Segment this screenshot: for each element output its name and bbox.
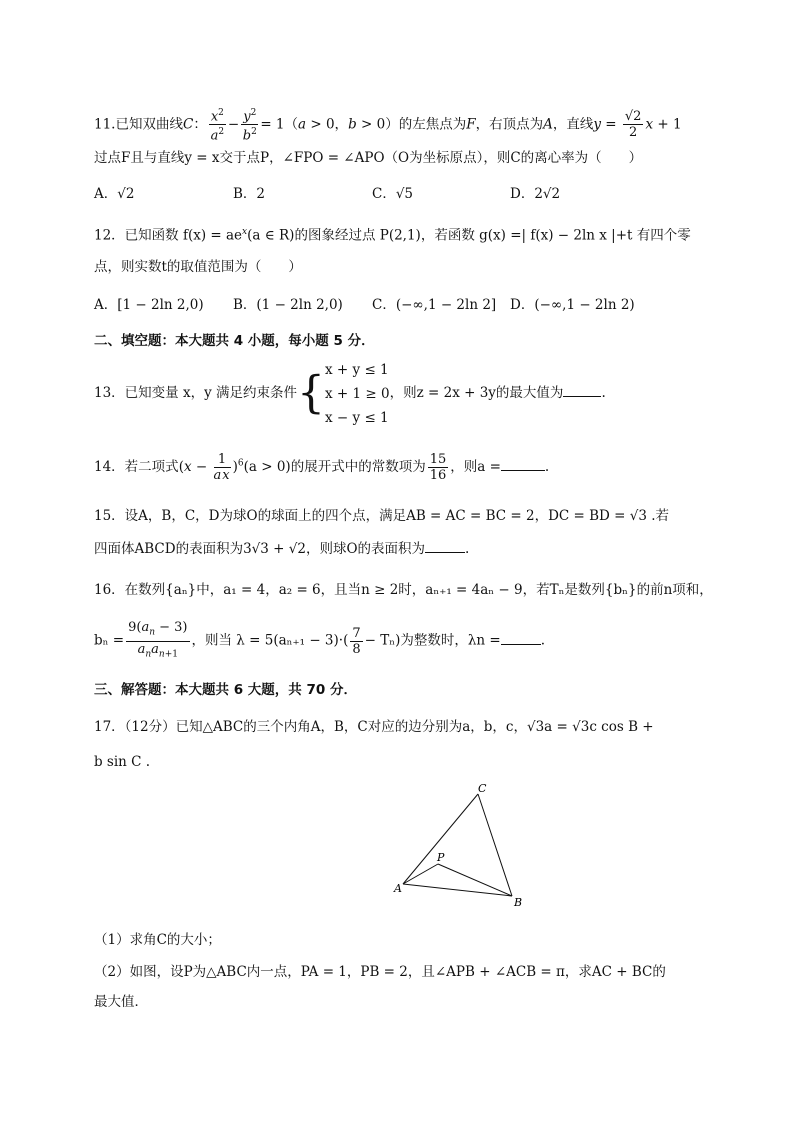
q16-end: . [540,632,545,649]
label-C: C [478,782,487,795]
edge-AP [403,864,438,884]
q11-option-b: B．2 [233,186,266,202]
q13-conditions [325,358,390,430]
q12-line1: 12．已知函数 $f(x) = ae^x(a$ ∈ R)的图象经过点 P(2,1)，若函数 g(x) =| f(x) − 2ln x |+t 有四个零 [94,227,691,244]
q11-line1: 11.已知双曲线C： $\frac{x^2}{a^2}$ − $\frac{y^2}{b^2}$ = 1（a > 0，b > 0）的左焦点为F，右顶点为A，直线y = $\frac{√2}{2}$ x + 1 [94,108,682,144]
q17-line1: 17．（12分）已知△ABC的三个内角A，B，C对应的边分别为a，b，c，√3a = √3c cos B + [94,719,654,735]
q11-text-c: ，右顶点为 [475,116,544,133]
q14-frac: $\frac{1}{ax}$ [213,452,230,483]
q14-prefix: 14．若二项式 [94,459,179,475]
q11-text-d: ，直线 [552,116,594,133]
q11-option-d: D．2√2 [510,186,561,202]
q15-answer-blank [425,538,465,553]
q11-frac-slope: $\frac{√2}{2}$ [624,109,642,141]
q12-line2: 点，则实数t的取值范围为（ ） [94,259,302,275]
q16-tail: − Tₙ)为整数时，λn = [364,632,501,649]
edge-AB [403,884,512,896]
q16-lambda: ，则当 λ = 5(aₙ₊₁ − 3)·( [191,632,349,649]
q11-frac-y: $\frac{y^2}{b^2}$ [242,108,257,144]
q13-brace: { [297,367,326,419]
q13-suffix: ，则z = 2x + 3y的最大值为 [389,385,564,401]
q17-triangle-figure [390,780,530,910]
q12-text-a: 12．已知函数 f(x) = ae [94,227,243,244]
q14-frac-const: $\frac{15}{16}$ [429,452,447,483]
label-P: P [437,851,445,864]
q13-condition-1: x + y ≤ 1 [325,361,389,378]
q16-answer-blank [501,630,541,645]
q17-sub2-end: 最大值． [94,994,148,1010]
q15-line2 [94,538,469,559]
edge-CB [478,794,512,896]
q11-text-b: 的左焦点为 [398,116,467,133]
q14-line: 14．若二项式(x − $\frac{1}{ax}$ )$^6$(a > 0)的展开式中的常数项为 $\frac{15}{16}$ ，则a = . [94,452,550,483]
q11-option-c: C．√5 [372,186,414,202]
q11-text-a: 11.已知双曲线 [94,116,183,133]
q16-b-label: bₙ = [94,632,125,649]
q13-condition-3: x − y ≤ 1 [325,409,389,426]
q15-text: 四面体ABCD的表面积为3√3 + √2，则球O的表面积为 [94,541,426,557]
q14-end: . [544,459,550,475]
q16-line1: 16．在数列{aₙ}中，a₁ = 4，a₂ = 6，且当n ≥ 2时，aₙ₊₁ = 4aₙ − 9，若Tₙ是数列{bₙ}的前n项和， [94,582,713,598]
q13-answer-blank [563,382,601,397]
q16-line2 [94,620,545,662]
q16-frac-78: $\frac{7}{8}$ [352,625,361,657]
q17-sub1: （1）求角C的大小； [94,932,221,948]
q13-line [94,356,606,431]
q12-option-a: A．[1 − 2ln 2,0) [94,297,204,313]
q13-prefix: 13．已知变量 x，y 满足约束条件 [94,385,298,401]
q13-condition-2: x + 1 ≥ 0 [325,385,390,402]
q14-mid: (a > 0)的展开式中的常数项为 [243,459,426,475]
q14-suffix: ，则a = [450,459,501,475]
edge-AC [403,794,478,884]
q14-answer-blank [501,456,545,471]
q16-frac-b: $\frac{9(a_n - 3)}{a_na_{n+1}}$ [128,620,188,660]
q12-option-d: D．(−∞,1 − 2ln 2) [510,297,635,313]
q15-line1: 15．设A，B，C，D为球O的球面上的四个点，满足AB = AC = BC = 2，DC = BD = √3 .若 [94,508,670,524]
q17-line2: b sin C . [94,754,151,770]
q15-end: . [465,541,470,557]
label-A: A [394,882,402,895]
label-B: B [514,896,523,909]
q11-frac-x: $\frac{x^2}{a^2}$ [210,108,225,144]
q12-text-b: (a ∈ R)的图象经过点 P(2,1)，若函数 g(x) =| f(x) − 2ln x |+t 有四个零 [247,227,691,244]
edge-PB [438,864,512,896]
q11-option-a: A．√2 [94,186,135,202]
q17-sub2: （2）如图，设P为△ABC内一点，PA = 1，PB = 2，且∠APB + ∠ACB = π，求AC + BC的 [94,964,666,980]
section3-heading: 三、解答题：本大题共 6 大题，共 70 分． [94,682,357,698]
q12-option-b: B．(1 − 2ln 2,0) [233,297,343,313]
section2-heading: 二、填空题：本大题共 4 小题，每小题 5 分． [94,333,375,349]
q12-option-c: C．(−∞,1 − 2ln 2] [372,297,497,313]
q13-end: . [601,385,606,401]
q11-line2: 过点F且与直线y = x交于点P，∠FPO = ∠APO（O为坐标原点），则C的离心率为（ ） [94,150,643,166]
